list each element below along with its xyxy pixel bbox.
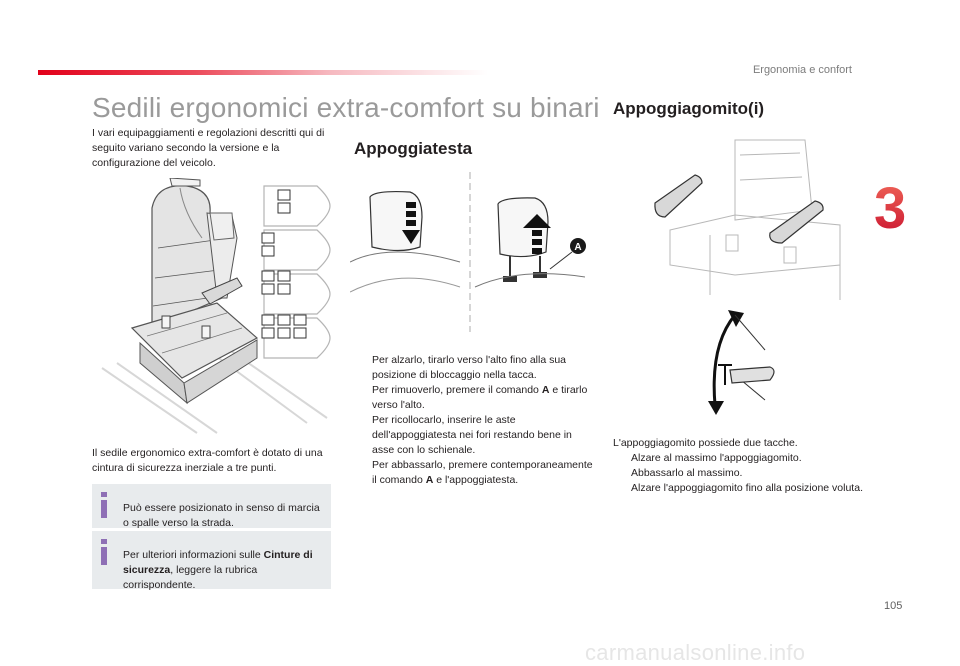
info-box-text: Può essere posizionato in senso di marcia o spalle verso la strada. (123, 501, 320, 529)
armrest-heading: Appoggiagomito(i) (613, 99, 765, 118)
seat-belt-text: Il sedile ergonomico extra-comfort è dotato di una cintura di sicurezza inerziale a tre punti. (92, 447, 323, 474)
headrest-instructions (354, 353, 594, 488)
section-title: Ergonomia e confort (752, 64, 852, 76)
list-item: Per alzarlo, tirarlo verso l'alto fino alla sua posizione di bloccaggio nella tacca. (372, 354, 567, 381)
info-box-text: Per ulteriori informazioni sulle Cinture di sicurezza, leggere la rubrica corrispondente. (123, 548, 313, 591)
list-item: Per rimuoverlo, premere il comando A e tirarlo verso l'alto. (372, 384, 588, 411)
info-icon (100, 539, 108, 565)
seat-illustration (92, 178, 337, 438)
svg-text:3: 3 (874, 178, 907, 238)
chapter-number (872, 178, 908, 238)
callout-label-a: A (574, 242, 582, 253)
page-number: 105 (884, 600, 903, 612)
watermark: carmanualsonline.info (585, 640, 806, 665)
armrest-instructions (613, 451, 863, 496)
list-item: Alzare l'appoggiagomito fino alla posizione voluta. (631, 482, 863, 494)
armrest-intro: L'appoggiagomito possiede due tacche. (613, 437, 798, 449)
info-icon (100, 492, 108, 518)
list-item: Alzare al massimo l'appoggiagomito. (631, 452, 802, 464)
headrest-heading: Appoggiatesta (354, 139, 473, 158)
headrest-illustration (350, 172, 590, 337)
info-box-orientation (92, 484, 331, 528)
armrest-illustration (640, 135, 855, 420)
intro-text: I vari equipaggiamenti e regolazioni descritti qui di seguito variano secondo la versione e la configurazione del veicolo. (92, 127, 325, 169)
header-accent-bar (38, 70, 488, 75)
info-box-seatbelts (92, 531, 331, 589)
list-item: Per ricollocarlo, inserire le aste dell'appoggiatesta nei fori restando bene in asse con lo schienale. (372, 414, 572, 456)
page-title: Sedili ergonomici extra-comfort su binari (92, 92, 600, 123)
list-item: Abbassarlo al massimo. (631, 467, 743, 479)
list-item: Per abbassarlo, premere contemporaneamente il comando A e l'appoggiatesta. (372, 459, 593, 486)
